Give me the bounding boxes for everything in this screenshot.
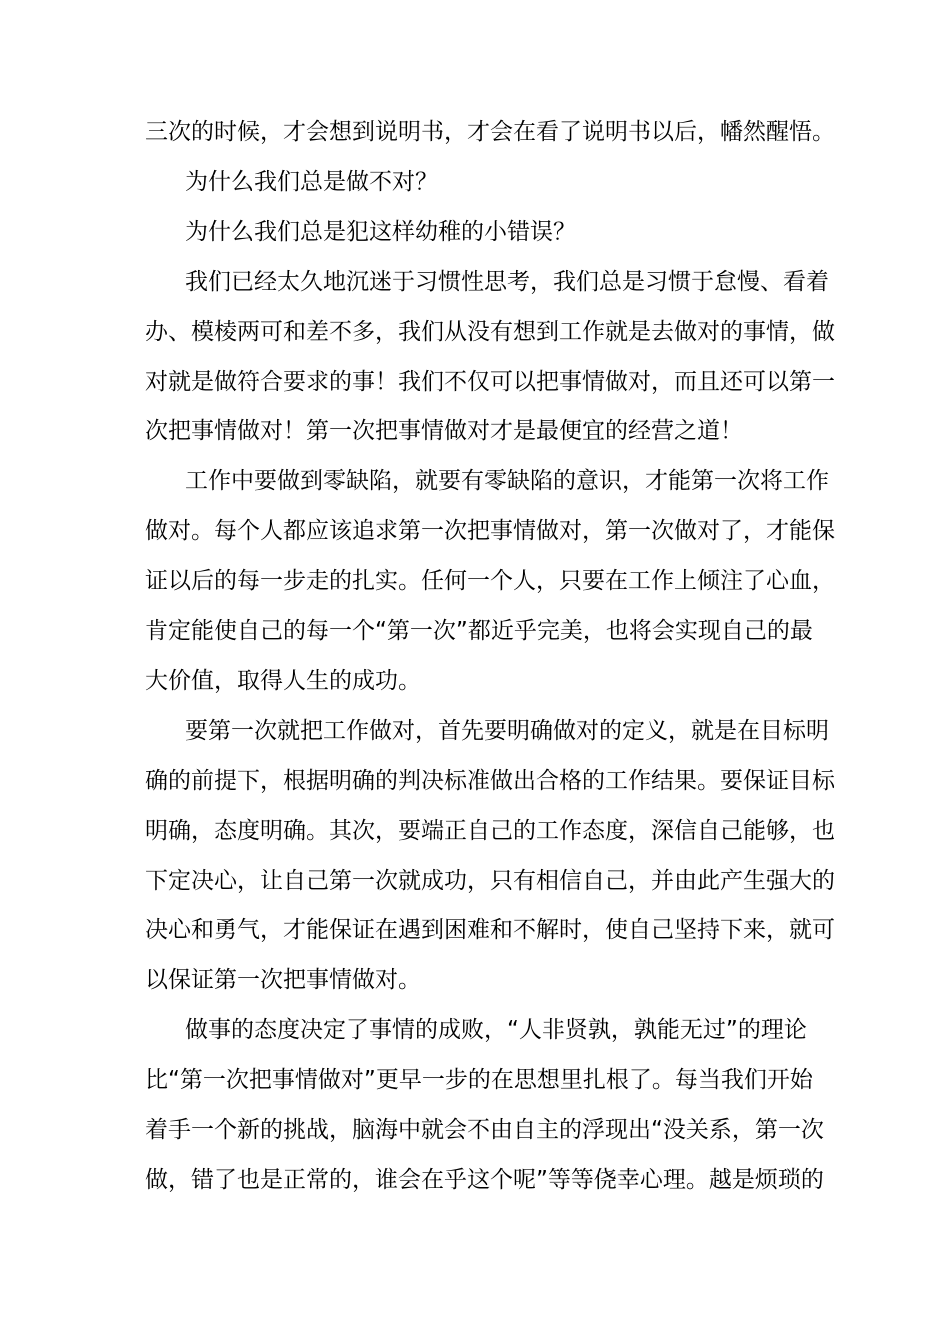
text-line: 为什么我们总是犯这样幼稚的小错误？ [185, 219, 576, 245]
text-line: 下定决心，让自己第一次就成功，只有相信自己，并由此产生强大的 [145, 868, 835, 894]
text-line: 明确，态度明确。其次，要端正自己的工作态度，深信自己能够，也 [145, 818, 835, 844]
text-line: 要第一次就把工作做对，首先要明确做对的定义，就是在目标明 [185, 718, 829, 744]
text-line: 工作中要做到零缺陷，就要有零缺陷的意识，才能第一次将工作 [185, 468, 829, 494]
text-line: 着手一个新的挑战，脑海中就会不由自主的浮现出“没关系，第一次 [145, 1117, 824, 1143]
text-line: 我们已经太久地沉迷于习惯性思考，我们总是习惯于怠慢、看着 [185, 269, 829, 295]
text-line: 三次的时候，才会想到说明书，才会在看了说明书以后，幡然醒悟。 [145, 119, 835, 145]
text-line: 比“第一次把事情做对”更早一步的在思想里扎根了。每当我们开始 [145, 1067, 813, 1093]
text-line: 次把事情做对！第一次把事情做对才是最便宜的经营之道！ [145, 418, 743, 444]
text-line: 决心和勇气，才能保证在遇到困难和不解时，使自己坚持下来，就可 [145, 917, 835, 943]
text-line: 确的前提下，根据明确的判决标准做出合格的工作结果。要保证目标 [145, 768, 835, 794]
text-line: 肯定能使自己的每一个“第一次”都近乎完美，也将会实现自己的最 [145, 618, 813, 644]
text-line: 以保证第一次把事情做对。 [145, 967, 421, 993]
text-line: 证以后的每一步走的扎实。任何一个人，只要在工作上倾注了心血， [145, 568, 835, 594]
text-line: 对就是做符合要求的事！我们不仅可以把事情做对，而且还可以第一 [145, 369, 835, 395]
text-line: 大价值，取得人生的成功。 [145, 668, 421, 694]
text-line: 为什么我们总是做不对？ [185, 169, 438, 195]
text-line: 做对。每个人都应该追求第一次把事情做对，第一次做对了，才能保 [145, 518, 835, 544]
text-line: 做，错了也是正常的，谁会在乎这个呢”等等侥幸心理。越是烦琐的 [145, 1167, 824, 1193]
text-line: 做事的态度决定了事情的成败，“人非贤孰，孰能无过”的理论 [185, 1017, 807, 1043]
text-line: 办、模棱两可和差不多，我们从没有想到工作就是去做对的事情，做 [145, 319, 835, 345]
